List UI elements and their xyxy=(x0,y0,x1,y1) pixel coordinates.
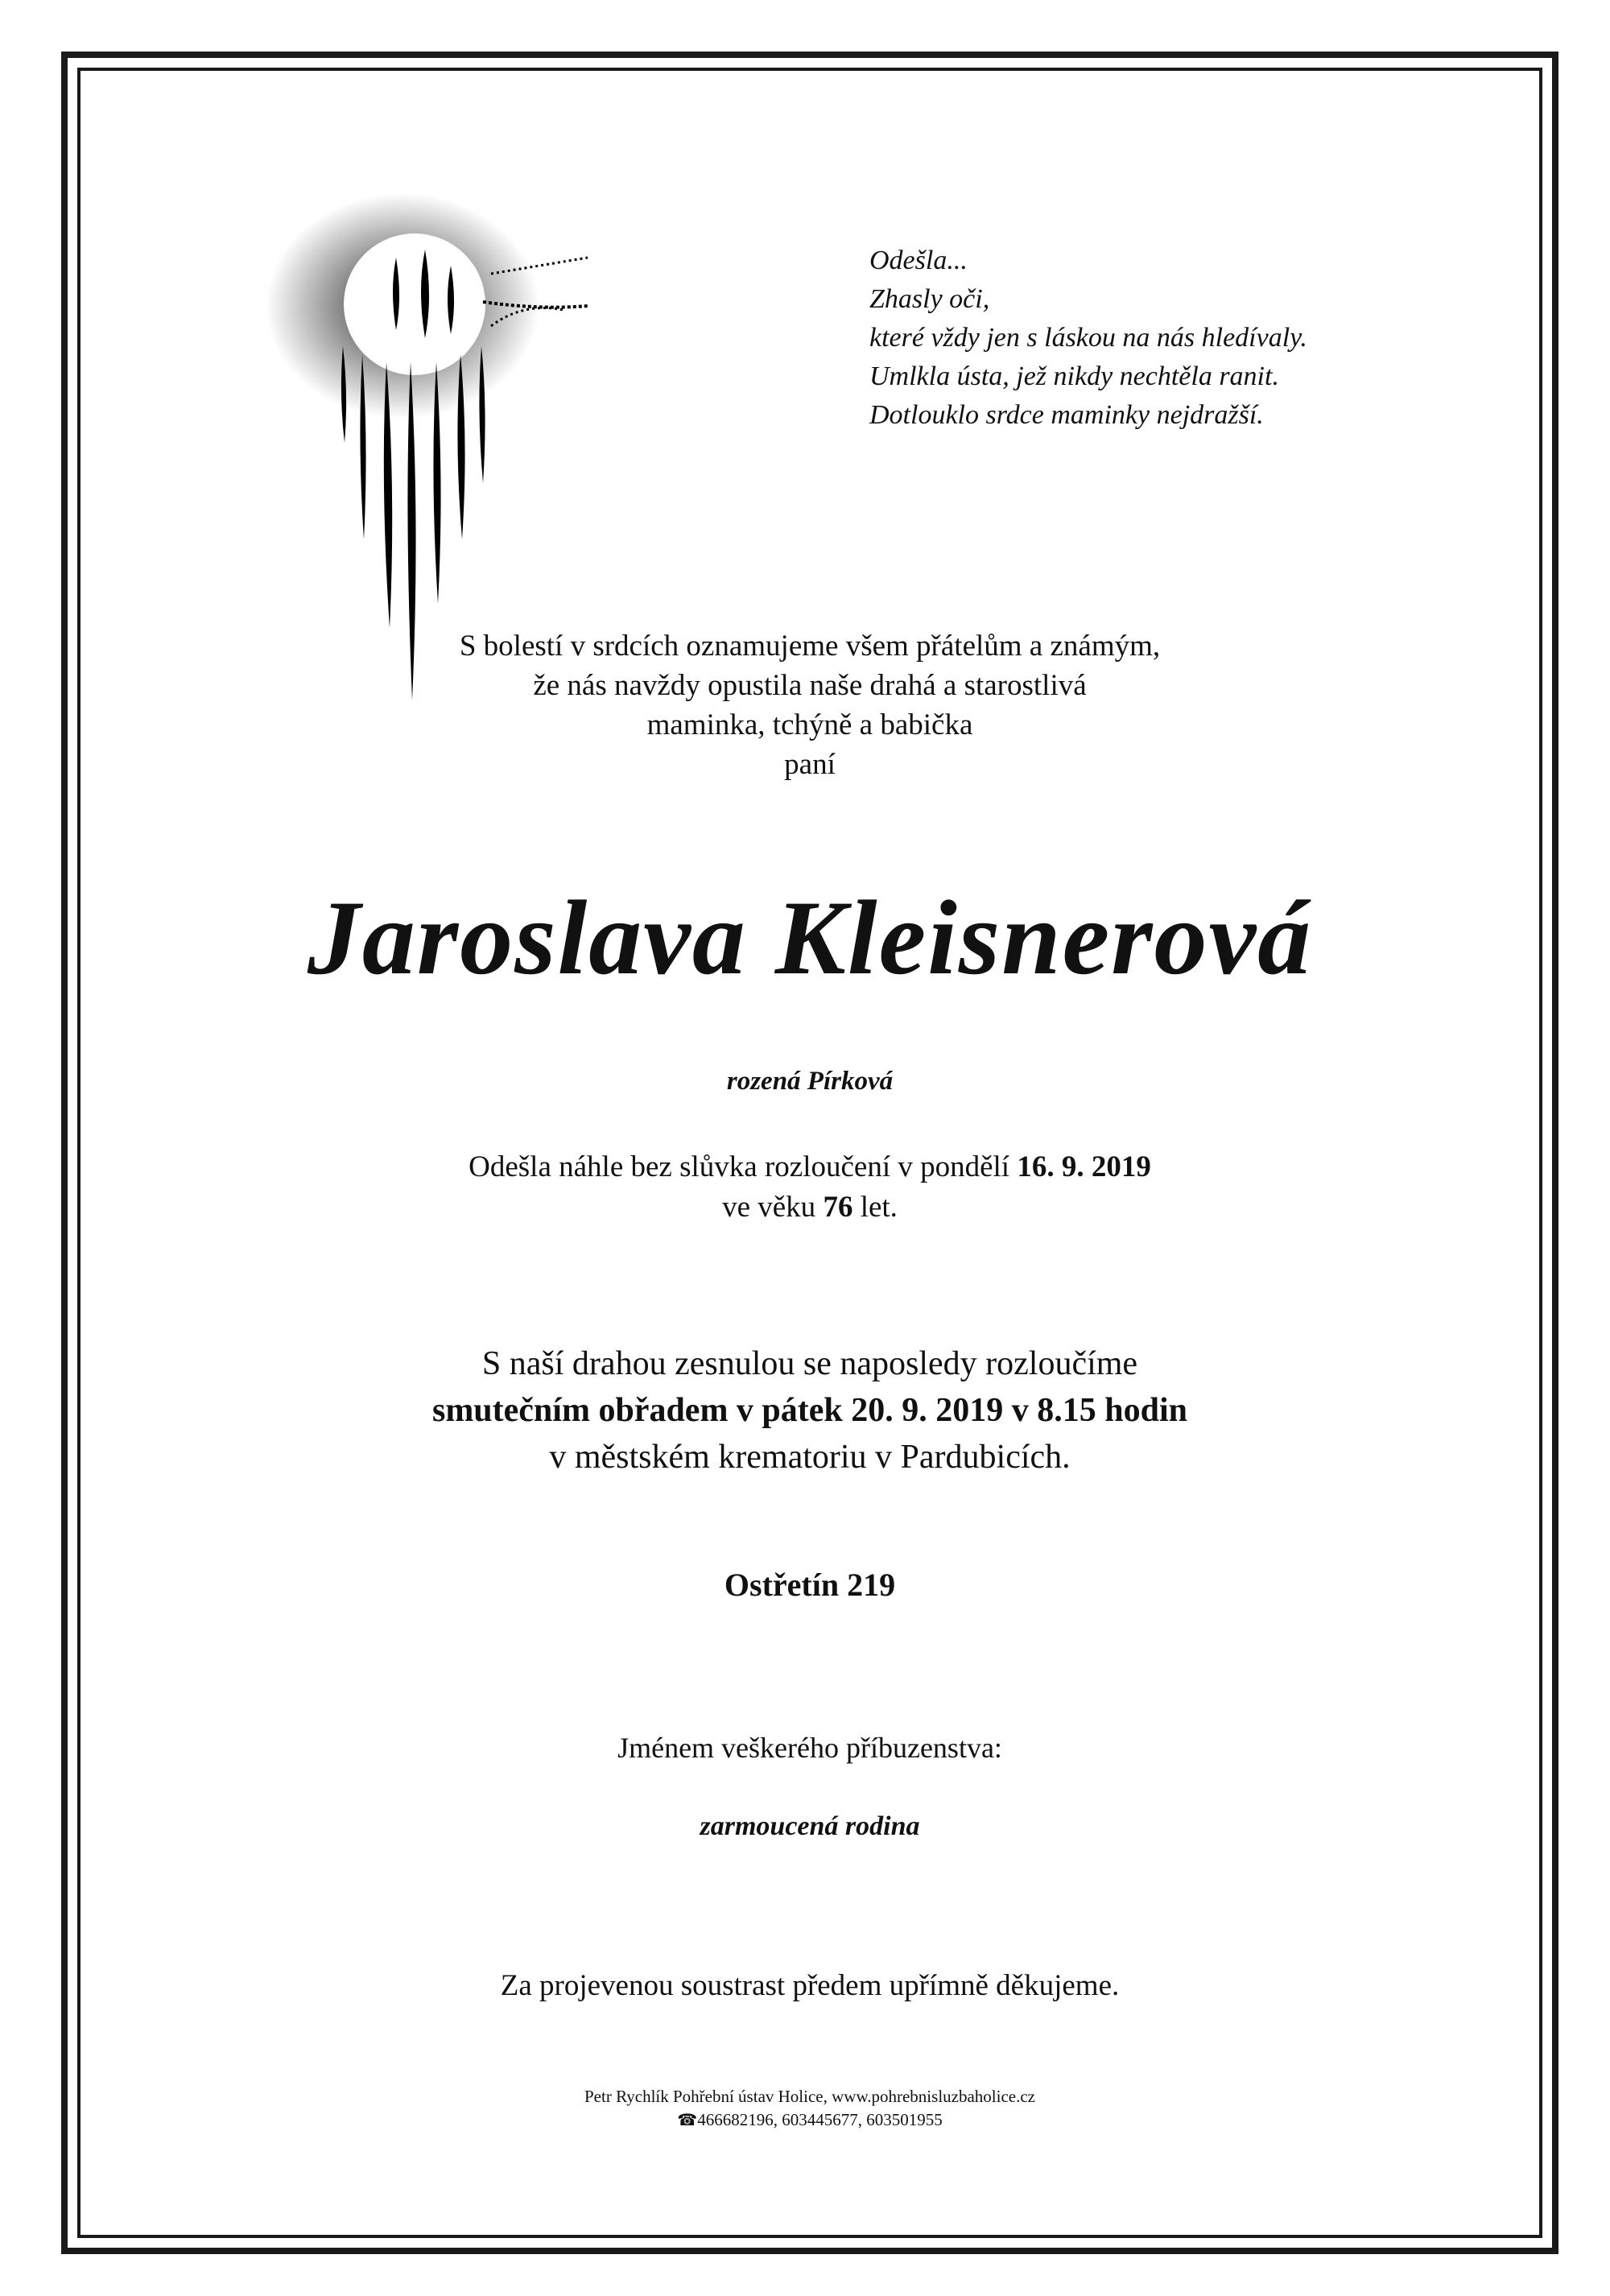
funeral-line: S naší drahou zesnulou se naposledy rozloučíme xyxy=(481,1345,1138,1382)
funeral-ceremony: smutečním obřadem v pátek 20. 9. 2019 v 8.15 hodin xyxy=(431,1392,1188,1429)
poem-line: Dotlouklo srdce maminky nejdražší. xyxy=(869,400,1264,430)
address: Ostřetín 219 xyxy=(724,1567,896,1603)
poem xyxy=(869,242,1497,435)
age-suffix: let. xyxy=(860,1191,898,1224)
death-notice xyxy=(77,1147,1542,1228)
footer-company: Petr Rychlík Pohřební ústav Holice, www.pohrebnisluzbaholice.cz xyxy=(584,2087,1035,2106)
intro-line: maminka, tchýně a babička xyxy=(646,708,973,741)
on-behalf-label: Jménem veškerého příbuzenstva: xyxy=(617,1732,1002,1764)
death-text: Odešla náhle bez slůvka rozloučení v pondělí xyxy=(469,1150,1010,1183)
phone-icon: ☎ xyxy=(677,2112,698,2129)
funeral-location: v městském krematoriu v Pardubicích. xyxy=(549,1439,1071,1476)
deceased-name: Jaroslava Kleisnerová xyxy=(307,878,1313,997)
poem-line: Odešla... xyxy=(869,246,968,275)
funeral-service-footer xyxy=(77,2085,1542,2133)
age-prefix: ve věku xyxy=(722,1191,816,1224)
intro-line: paní xyxy=(784,748,836,781)
family-signature: zarmoucená rodina xyxy=(700,1811,920,1841)
age-value: 76 xyxy=(823,1191,853,1224)
poem-line: Zhasly oči, xyxy=(869,284,990,314)
footer-phones: 466682196, 603445677, 603501955 xyxy=(697,2110,943,2129)
thanks-line: Za projevenou soustrast předem upřímně děkujeme. xyxy=(500,1969,1120,2002)
announcement-intro xyxy=(77,626,1542,784)
poem-line: Umlkla ústa, jež nikdy nechtěla ranit. xyxy=(869,361,1279,391)
maiden-name: rozená Pírková xyxy=(726,1067,894,1096)
death-date: 16. 9. 2019 xyxy=(1017,1150,1151,1183)
funeral-info xyxy=(77,1340,1542,1480)
intro-line: S bolestí v srdcích oznamujeme všem přátelům a známým, xyxy=(459,630,1161,663)
poem-line: které vždy jen s láskou na nás hledívaly. xyxy=(869,323,1307,353)
intro-line: že nás navždy opustila naše drahá a starostlivá xyxy=(533,669,1087,702)
